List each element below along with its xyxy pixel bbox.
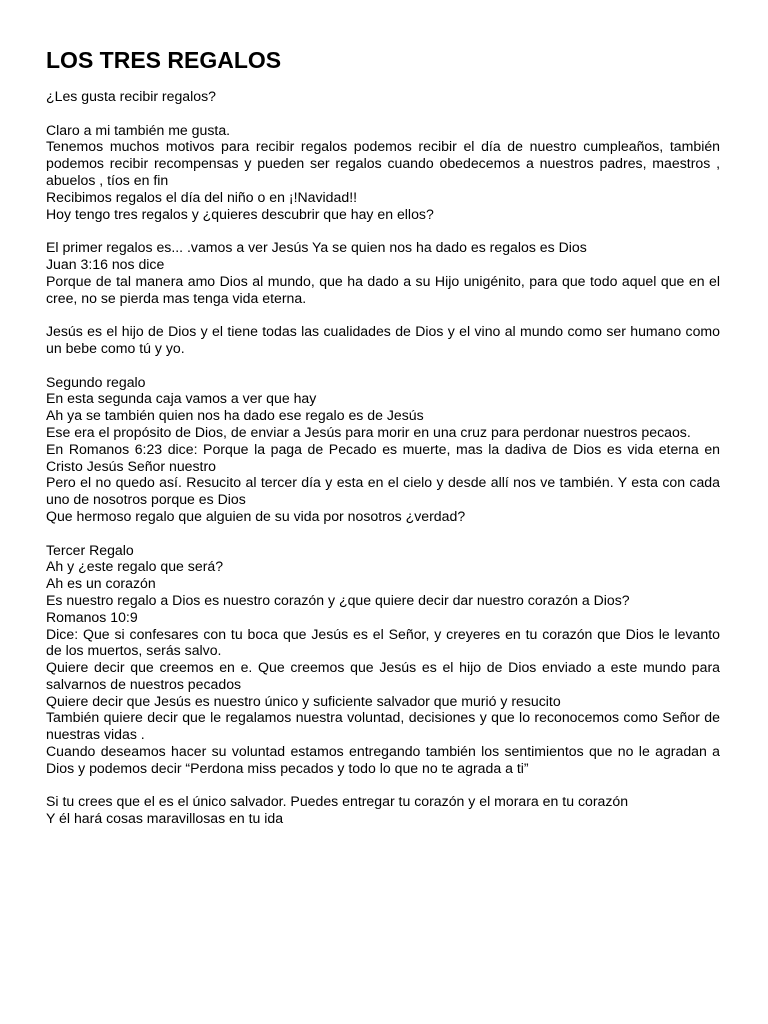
paragraph-third-gift (46, 542, 720, 777)
text-line: Ese era el propósito de Dios, de enviar a Jesús para morir en una cruz para perdonar nuestros pecaos. (46, 423, 691, 440)
document-page (46, 46, 720, 844)
text-line: Que hermoso regalo que alguien de su vida por nosotros ¿verdad? (46, 507, 466, 524)
text-line: Ah y ¿este regalo que será? (46, 558, 224, 575)
text-line: Quiere decir que Jesús es nuestro único y suficiente salvador que murió y resucito (46, 692, 561, 709)
text-line: Recibimos regalos el día del niño o en ¡!Navidad!! (46, 188, 358, 205)
text-line: Quiere decir que creemos en e. Que creemos que Jesús es el hijo de Dios enviado a este mundo para salvarnos de nuestros pecados (46, 659, 720, 692)
text-line: Si tu crees que el es el único salvador. Puedes entregar tu corazón y el morara en tu corazón (46, 793, 629, 810)
text-line: Romanos 10:9 (46, 608, 138, 625)
text-line: Y él hará cosas maravillosas en tu ida (46, 810, 284, 827)
text-line: Dice: Que si confesares con tu boca que Jesús es el Señor, y creyeres en tu corazón que Dios le levanto de los muertos, serás salvo. (46, 625, 720, 659)
text-line: Hoy tengo tres regalos y ¿quieres descubrir que hay en ellos? (46, 205, 434, 222)
text-line: ¿Les gusta recibir regalos? (46, 88, 216, 104)
text-line: Ah ya se también quien nos ha dado ese regalo es de Jesús (46, 407, 424, 424)
paragraph-jesus (46, 323, 720, 357)
text-line: Tenemos muchos motivos para recibir regalos podemos recibir el día de nuestro cumpleaños, también podemos recibir recompensas y pueden ser regalos cuando obedecemos a nuestros padres, maestros , abuelos , tíos en fin (46, 138, 720, 188)
paragraph-first-gift (46, 239, 720, 306)
text-line: También quiere decir que le regalamos nuestra voluntad, decisiones y que lo reconocemos como Señor de nuestras vidas . (46, 709, 720, 743)
text-line: Pero el no quedo así. Resucito al tercer día y esta en el cielo y desde allí nos ve también. Y esta con cada uno de nosotros porque es Dios (46, 474, 720, 508)
text-line: Es nuestro regalo a Dios es nuestro corazón y ¿que quiere decir dar nuestro corazón a Dios? (46, 591, 630, 608)
text-line: El primer regalos es... .vamos a ver Jesús Ya se quien nos ha dado es regalos es Dios (46, 239, 587, 256)
paragraph-closing (46, 793, 720, 827)
text-line: Claro a mi también me gusta. (46, 121, 231, 138)
text-line: Jesús es el hijo de Dios y el tiene todas las cualidades de Dios y el vino al mundo como ser humano como un bebe como tú y yo. (46, 323, 720, 356)
paragraph-question (46, 88, 720, 105)
text-line: Tercer Regalo (46, 541, 134, 558)
text-line: Cuando deseamos hacer su voluntad estamos entregando también los sentimientos que no le agradan a Dios y podemos decir “Perdona miss pecados y todo lo que no te agrada a ti” (46, 743, 720, 776)
text-line: Segundo regalo (46, 373, 146, 390)
document-title: LOS TRES REGALOS (46, 47, 282, 73)
text-line: Ah es un corazón (46, 575, 156, 592)
text-line: Juan 3:16 nos dice (46, 255, 165, 272)
text-line: Porque de tal manera amo Dios al mundo, que ha dado a su Hijo unigénito, para que todo aquel que en el cree, no se pierda mas tenga vida eterna. (46, 272, 720, 306)
paragraph-intro (46, 122, 720, 223)
text-line: En esta segunda caja vamos a ver que hay (46, 390, 317, 407)
text-line: En Romanos 6:23 dice: Porque la paga de Pecado es muerte, mas la dadiva de Dios es vida eterna en Cristo Jesús Señor nuestro (46, 440, 720, 474)
paragraph-second-gift (46, 374, 720, 525)
